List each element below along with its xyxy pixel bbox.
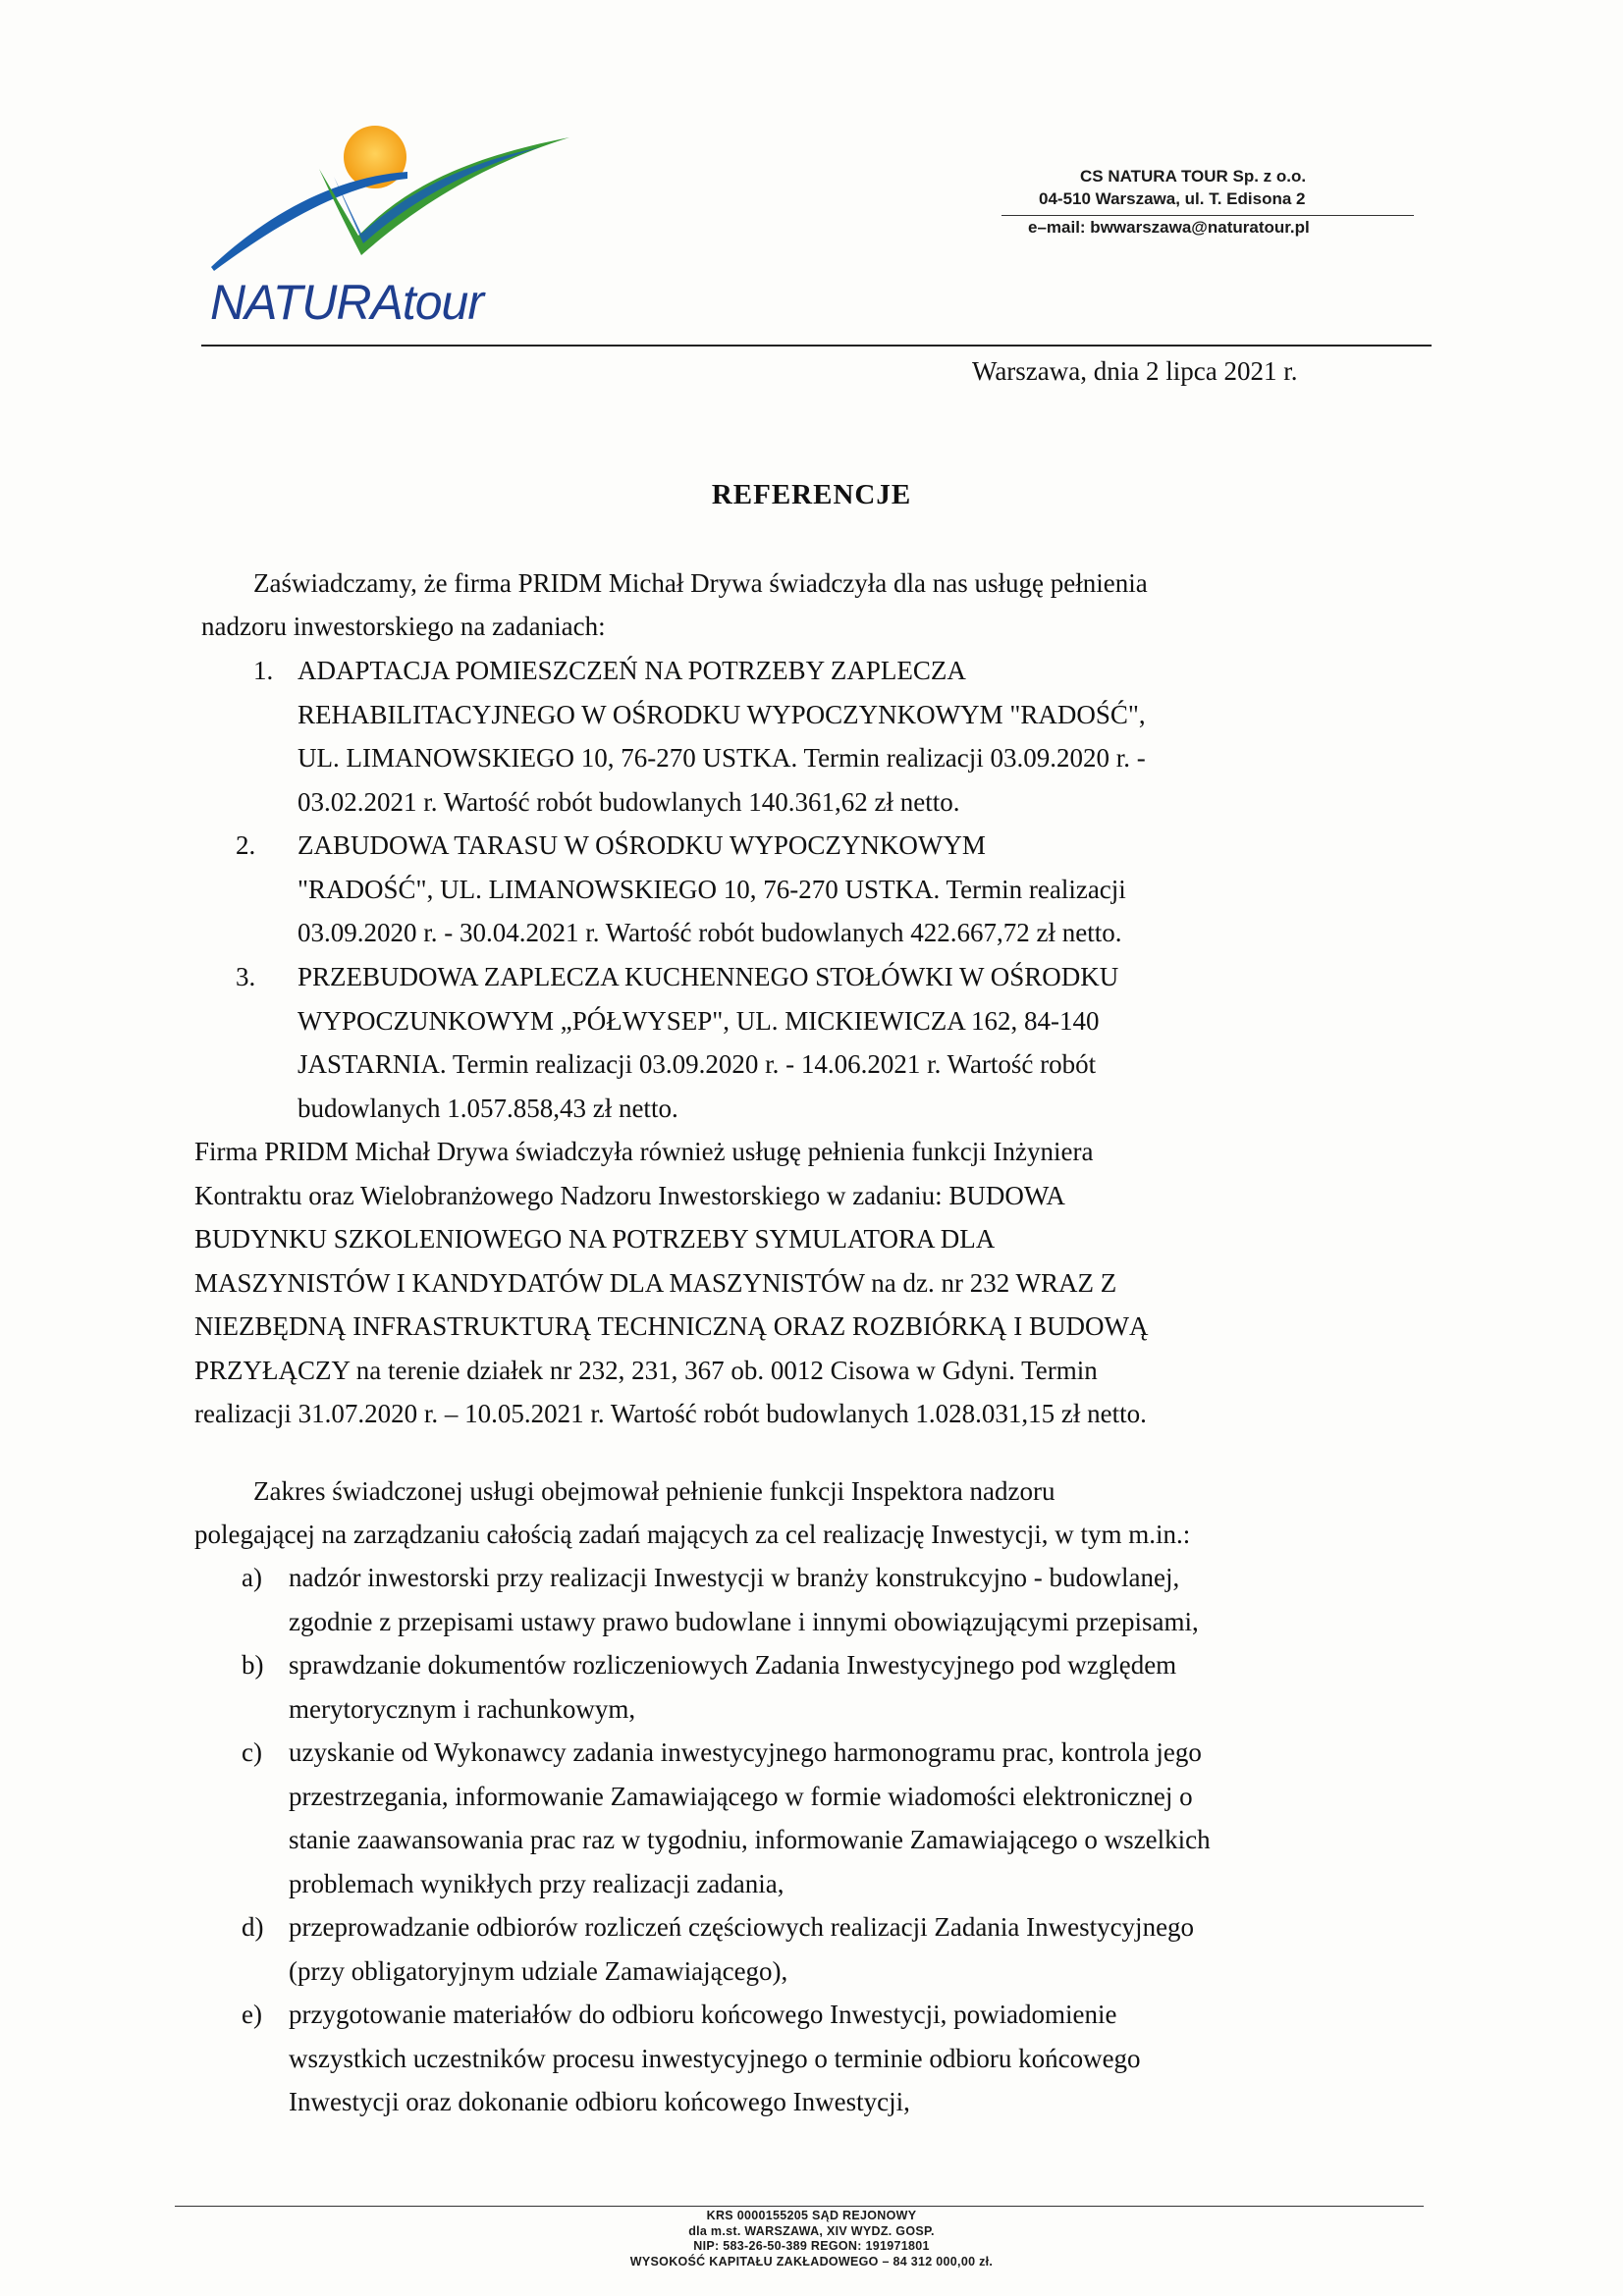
scope-line: wszystkich uczestników procesu inwestycyjnego o terminie odbioru końcowego <box>289 2043 1141 2073</box>
intro-line-2: nadzoru inwestorskiego na zadaniach: <box>201 612 606 641</box>
scope-line-2: polegającej na zarządzaniu całością zadań mających za cel realizację Inwestycji, w tym m.in.: <box>194 1520 1191 1549</box>
scope-text <box>289 1643 1176 1731</box>
footer-line: NIP: 583-26-50-389 REGON: 191971801 <box>693 2239 930 2253</box>
scope-line: (przy obligatoryjnym udziale Zamawiającego), <box>289 1955 788 1986</box>
paragraph-line: BUDYNKU SZKOLENIOWEGO NA POTRZEBY SYMULATORA DLA <box>194 1224 996 1254</box>
scope-line: uzyskanie od Wykonawcy zadania inwestycyjnego harmonogramu prac, kontrola jego <box>289 1737 1202 1767</box>
scope-letter: a) <box>242 1563 262 1592</box>
task-line: ADAPTACJA POMIESZCZEŃ NA POTRZEBY ZAPLECZA <box>298 656 966 685</box>
logo-wordmark: NATURAtour <box>210 275 484 330</box>
letter-date: Warszawa, dnia 2 lipca 2021 r. <box>972 356 1298 386</box>
task-line: 03.02.2021 r. Wartość robót budowlanych 140.361,62 zł netto. <box>298 786 960 817</box>
footer-line: dla m.st. WARSZAWA, XIV WYDZ. GOSP. <box>688 2223 935 2238</box>
company-address: 04-510 Warszawa, ul. T. Edisona 2 <box>1039 189 1306 208</box>
task-line: JASTARNIA. Termin realizacji 03.09.2020 r. - 14.06.2021 r. Wartość robót <box>298 1049 1097 1079</box>
scope-line: problemach wynikłych przy realizacji zadania, <box>289 1868 784 1898</box>
task-line: REHABILITACYJNEGO W OŚRODKU WYPOCZYNKOWYM "RADOŚĆ", <box>298 699 1146 729</box>
paragraph-line: PRZYŁĄCZY na terenie działek nr 232, 231, 367 ob. 0012 Cisowa w Gdyni. Termin <box>194 1355 1098 1385</box>
also-paragraph <box>194 1130 1148 1436</box>
task-line: 03.09.2020 r. - 30.04.2021 r. Wartość robót budowlanych 422.667,72 zł netto. <box>298 918 1122 947</box>
footer-line: WYSOKOŚĆ KAPITAŁU ZAKŁADOWEGO – 84 312 000,00 zł. <box>629 2254 994 2269</box>
scope-line: sprawdzanie dokumentów rozliczeniowych Zadania Inwestycyjnego pod względem <box>289 1650 1177 1680</box>
task-line: "RADOŚĆ", UL. LIMANOWSKIEGO 10, 76-270 USTKA. Termin realizacji <box>298 874 1126 904</box>
task-line: budowlanych 1.057.858,43 zł netto. <box>298 1093 678 1123</box>
footer-line: KRS 0000155205 SĄD REJONOWY <box>706 2209 917 2222</box>
company-email: e–mail: bwwarszawa@naturatour.pl <box>1028 218 1310 237</box>
task-number: 2. <box>236 830 256 860</box>
task-line: UL. LIMANOWSKIEGO 10, 76-270 USTKA. Termin realizacji 03.09.2020 r. - <box>298 743 1146 773</box>
task-line: ZABUDOWA TARASU W OŚRODKU WYPOCZYNKOWYM <box>298 830 986 860</box>
scope-letter: e) <box>242 2000 262 2029</box>
scope-letter: b) <box>242 1650 264 1680</box>
scope-line-1: Zakres świadczonej usługi obejmował pełnienie funkcji Inspektora nadzoru <box>253 1476 1055 1506</box>
footer-rule <box>175 2206 1424 2207</box>
scope-text <box>289 1731 1211 1905</box>
task-line: WYPOCZUNKOWYM „PÓŁWYSEP", UL. MICKIEWICZA 162, 84-140 <box>298 1005 1100 1036</box>
paragraph-line: NIEZBĘDNĄ INFRASTRUKTURĄ TECHNICZNĄ ORAZ ROZBIÓRKĄ I BUDOWĄ <box>194 1311 1149 1341</box>
scope-text <box>289 1993 1141 2124</box>
paragraph-line: MASZYNISTÓW I KANDYDATÓW DLA MASZYNISTÓW na dz. nr 232 WRAZ Z <box>194 1267 1117 1298</box>
scope-letter: c) <box>242 1737 262 1767</box>
scope-line: stanie zaawansowania prac raz w tygodniu, informowanie Zamawiającego o wszelkich <box>289 1825 1211 1854</box>
task-number: 3. <box>236 962 256 991</box>
scope-text <box>289 1905 1194 1993</box>
paragraph-line: Firma PRIDM Michał Drywa świadczyła również usługę pełnienia funkcji Inżyniera <box>194 1137 1094 1166</box>
task-text <box>298 649 1146 824</box>
scope-letter: d) <box>242 1912 264 1942</box>
scope-line: przestrzegania, informowanie Zamawiającego w formie wiadomości elektronicznej o <box>289 1781 1193 1811</box>
header-rule <box>201 345 1432 347</box>
scope-line: zgodnie z przepisami ustawy prawo budowlane i innymi obowiązującymi przepisami, <box>289 1606 1199 1636</box>
scope-line: przeprowadzanie odbiorów rozliczeń częściowych realizacji Zadania Inwestycyjnego <box>289 1912 1195 1942</box>
intro-line-1: Zaświadczamy, że firma PRIDM Michał Drywa świadczyła dla nas usługę pełnienia <box>253 568 1148 598</box>
scope-line: Inwestycji oraz dokonanie odbioru końcowego Inwestycji, <box>289 2087 910 2116</box>
naturatour-logo <box>196 118 589 334</box>
scope-line: nadzór inwestorski przy realizacji Inwestycji w branży konstrukcyjno - budowlanej, <box>289 1563 1180 1592</box>
task-line: PRZEBUDOWA ZAPLECZA KUCHENNEGO STOŁÓWKI W OŚRODKU <box>298 962 1119 991</box>
paragraph-line: realizacji 31.07.2020 r. – 10.05.2021 r. Wartość robót budowlanych 1.028.031,15 zł netto. <box>194 1399 1147 1428</box>
scope-line: przygotowanie materiałów do odbioru końcowego Inwestycji, powiadomienie <box>289 2000 1117 2029</box>
company-name: CS NATURA TOUR Sp. z o.o. <box>1080 167 1307 186</box>
task-number: 1. <box>253 656 274 685</box>
paragraph-line: Kontraktu oraz Wielobranżowego Nadzoru Inwestorskiego w zadaniu: BUDOWA <box>194 1180 1065 1210</box>
scope-line: merytorycznym i rachunkowym, <box>289 1693 636 1724</box>
task-text <box>298 955 1118 1130</box>
scope-text <box>289 1556 1199 1643</box>
footer-registration <box>0 2209 1623 2269</box>
logo-graphic <box>196 118 589 334</box>
page-title: REFERENCJE <box>711 479 912 510</box>
task-text <box>298 824 1126 955</box>
